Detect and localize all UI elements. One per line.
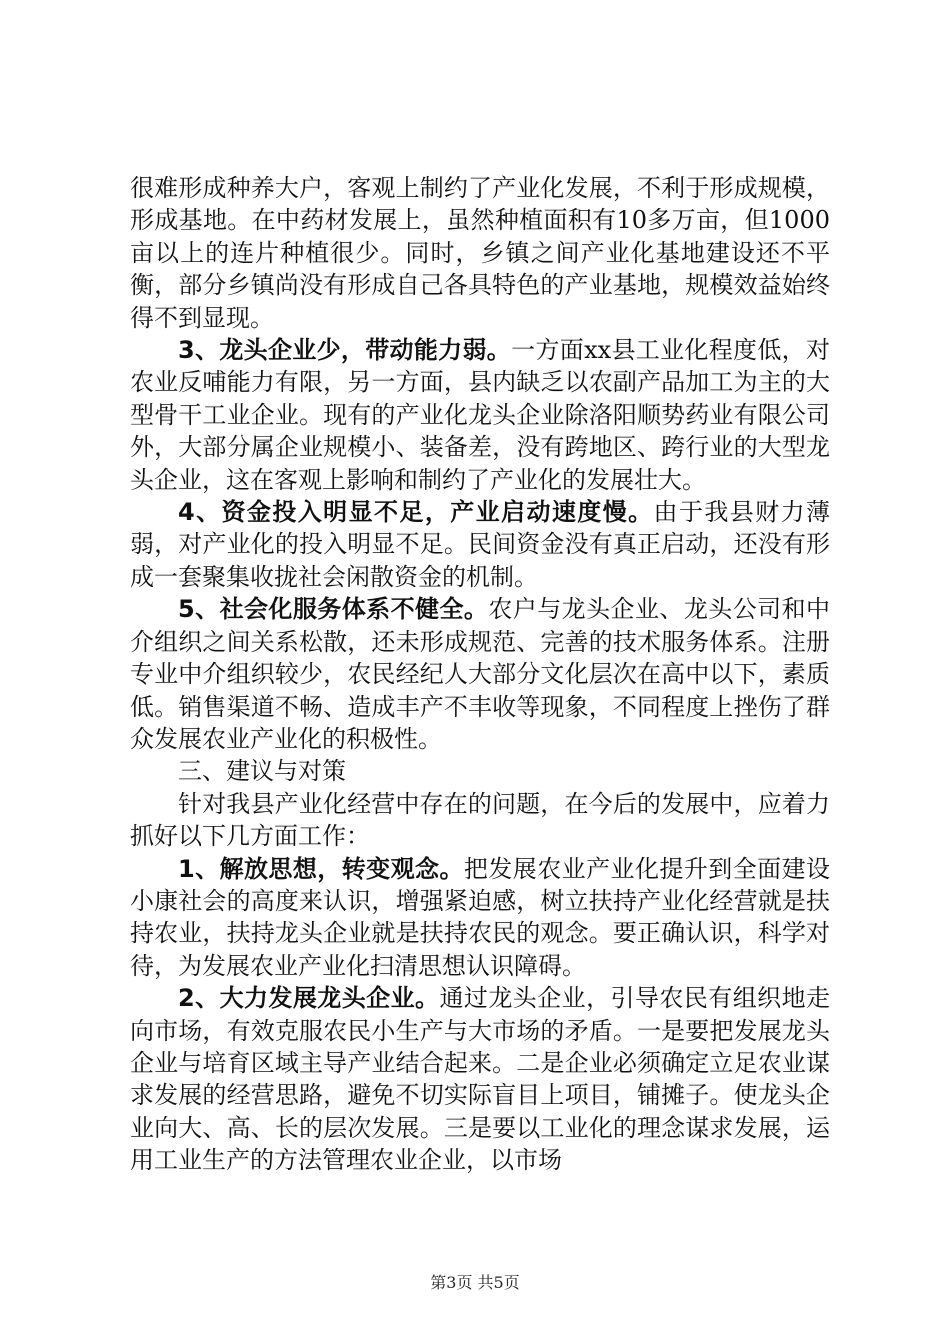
paragraph-suggestion-2	[130, 982, 830, 1176]
paragraph-item-3	[130, 334, 830, 496]
paragraph-item-4	[130, 496, 830, 593]
section-heading	[130, 755, 830, 787]
paragraph-text: 针对我县产业化经营中存在的问题，在今后的发展中，应着力抓好以下几方面工作：	[130, 789, 830, 851]
paragraph-text: 由于我县财力薄弱，对产业化的投入明显不足。民间资金没有真正启动，还没有形成一套聚集收拢社会闲散资金的机制。	[130, 498, 831, 591]
paragraph-text: 一方面xx县工业化程度低，对农业反哺能力有限，另一方面，县内缺乏以农副产品加工为主的大型骨干工业企业。现有的产业化龙头企业除洛阳顺势药业有限公司外，大部分属企业规模小、装备差，没有跨地区、跨行业的大型龙头企业，这在客观上影响和制约了产业化的发展壮大。	[130, 336, 830, 494]
document-body	[130, 172, 830, 1177]
paragraph-continued	[130, 172, 830, 334]
item-lead-4: 4、资金投入明显不足，产业启动速度慢。	[178, 498, 654, 527]
suggestion-lead-1: 1、解放思想，转变观念。	[178, 854, 464, 883]
item-lead-3: 3、龙头企业少，带动能力弱。	[178, 336, 512, 365]
section-heading-text: 三、建议与对策	[178, 757, 346, 786]
paragraph-text: 把发展农业产业化提升到全面建设小康社会的高度来认识，增强紧迫感，树立扶持产业化经营就是扶持农业，扶持龙头企业就是扶持农民的观念。要正确认识，科学对待，为发展农业产业化扫清思想认识障碍。	[130, 854, 831, 980]
paragraph-text: 通过龙头企业，引导农民有组织地走向市场，有效克服农民小生产与大市场的矛盾。一是要把发展龙头企业与培育区域主导产业结合起来。二是企业必须确定立足农业谋求发展的经营思路，避免不切实际盲目上项目，铺摊子。使龙头企业向大、高、长的层次发展。三是要以工业化的理念谋求发展，运用工业生产的方法管理农业企业，以市场	[130, 984, 831, 1175]
paragraph-intro	[130, 788, 830, 853]
paragraph-suggestion-1	[130, 853, 830, 983]
paragraph-text: 很难形成种养大户，客观上制约了产业化发展，不利于形成规模，形成基地。在中药材发展上，虽然种植面积有10多万亩，但1000亩以上的连片种植很少。同时，乡镇之间产业化基地建设还不平衡，部分乡镇尚没有形成自己各具特色的产业基地，规模效益始终得不到显现。	[130, 174, 830, 332]
suggestion-lead-2: 2、大力发展龙头企业。	[178, 984, 440, 1013]
page-footer: 第3页 共5页	[430, 1273, 520, 1292]
paragraph-item-5	[130, 593, 830, 755]
paragraph-text: 农户与龙头企业、龙头公司和中介组织之间关系松散，还未形成规范、完善的技术服务体系。注册专业中介组织较少，农民经纪人大部分文化层次在高中以下，素质低。销售渠道不畅、造成丰产不丰收等现象，不同程度上挫伤了群众发展农业产业化的积极性。	[130, 595, 831, 753]
item-lead-5: 5、社会化服务体系不健全。	[178, 595, 489, 624]
